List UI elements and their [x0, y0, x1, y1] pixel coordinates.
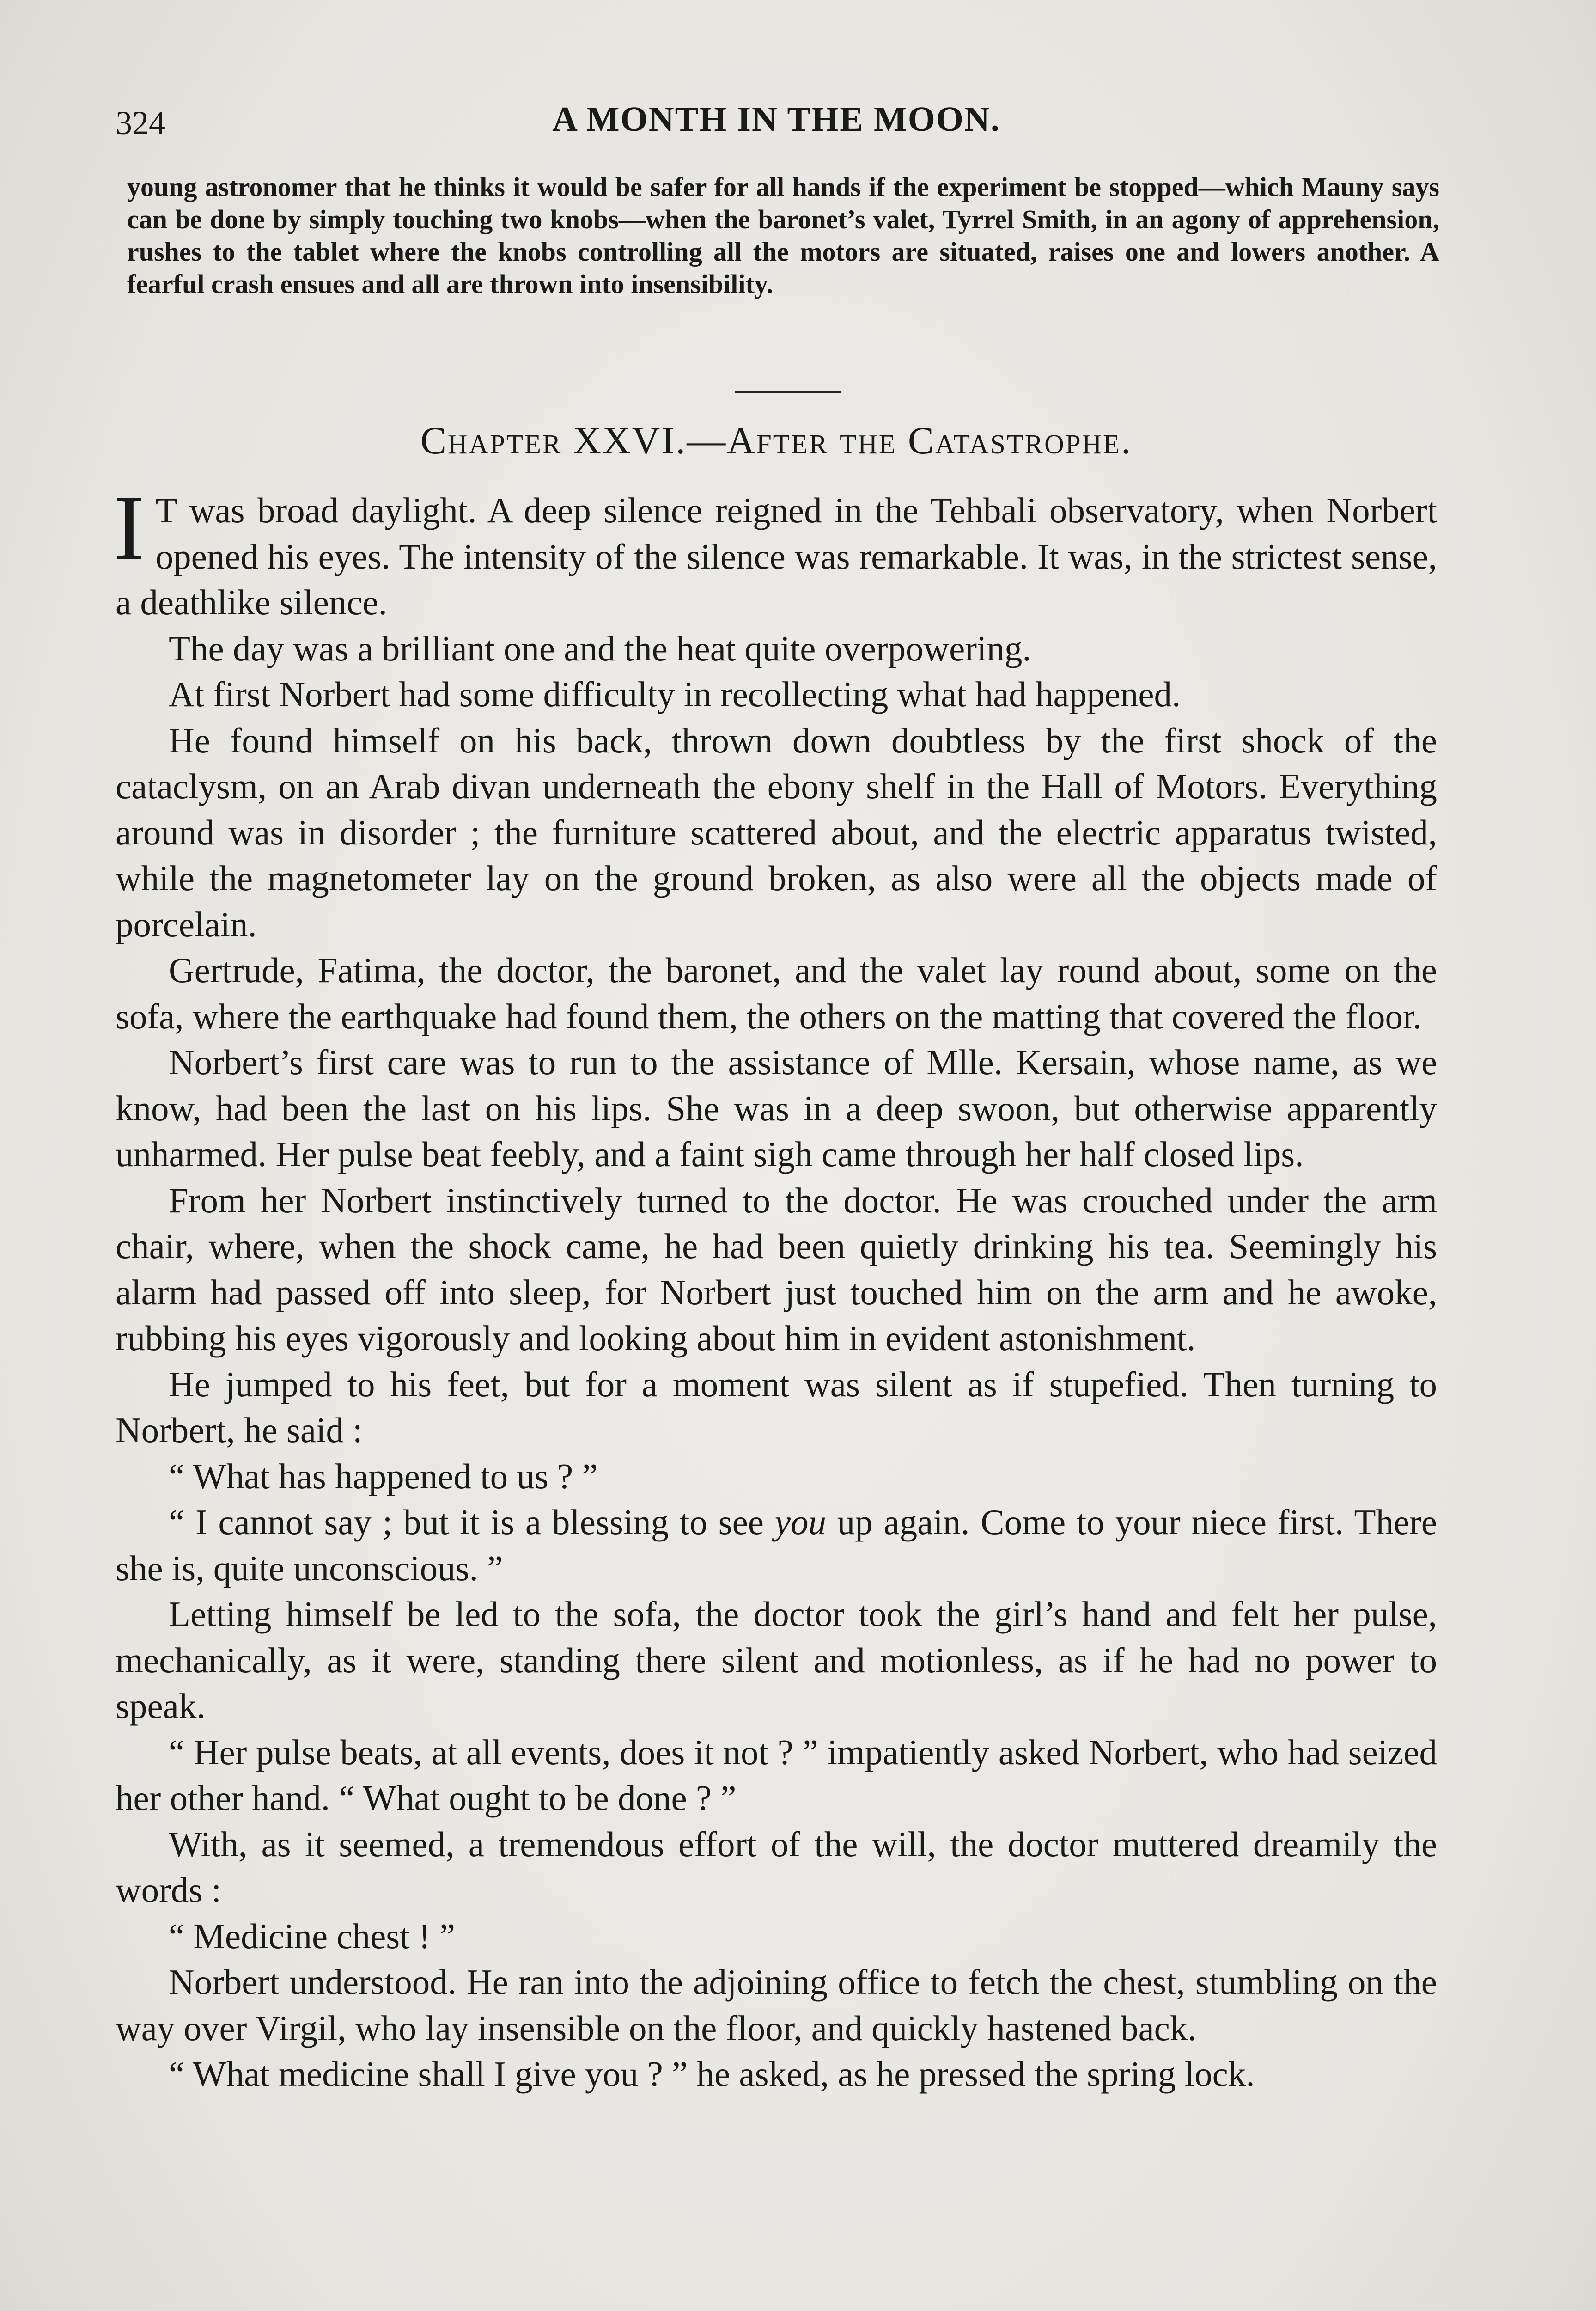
section-divider [735, 391, 841, 393]
paragraph: Norbert’s first care was to run to the assistance of Mlle. Kersain, whose name, as we know, had been the last on his lips. She was in a deep swoon, but otherwise apparently unharmed. Her pulse beat feebly, and a faint sigh came through her half closed lips. [116, 1042, 1437, 1174]
dialogue-line: “ Her pulse beats, at all events, does it not ? ” impatiently asked Norbert, who had seized her other hand. “ What ought to be done ? ” [116, 1732, 1437, 1818]
emphasis-you: you [774, 1502, 826, 1542]
paragraph-text: T was broad daylight. A deep silence reigned in the Tehbali observatory, when Norbert opened his eyes. The intensity of the silence was remarkable. It was, in the strictest sense, a deathlike silence. [116, 490, 1437, 622]
dialogue-line: “ What has happened to us ? ” [169, 1456, 598, 1496]
dialogue-line: “ What medicine shall I give you ? ” he asked, as he pressed the spring lock. [169, 2054, 1255, 2094]
dialogue-line: “ Medicine chest ! ” [169, 1916, 455, 1956]
paragraph: Gertrude, Fatima, the doctor, the baronet, and the valet lay round about, some on the sofa, where the earthquake had found them, the others on the matting that covered the floor. [116, 950, 1437, 1036]
drop-cap: I [114, 477, 145, 579]
dialogue-text: “ I cannot say ; but it is a blessing to see [169, 1502, 775, 1542]
paragraph: At first Norbert had some difficulty in recollecting what had happened. [169, 674, 1181, 714]
running-head [116, 99, 1437, 146]
chapter-heading: Chapter XXVI.—After the Catastrophe. [420, 419, 1133, 462]
paragraph: From her Norbert instinctively turned to the doctor. He was crouched under the arm chair, where, when the shock came, he had been quietly drinking his tea. Seemingly his alarm had passed off into sleep, for Norbert just touched him on the arm and he awoke, rubbing his eyes vigorously and looking about him in evident astonishment. [116, 1180, 1437, 1358]
paragraph: With, as it seemed, a tremendous effort of the will, the doctor muttered dreamily the words : [116, 1824, 1437, 1910]
dialogue-text: up again. Come to your niece first. There she is, quite unconscious. ” [116, 1502, 1437, 1588]
paragraph: He found himself on his back, thrown down doubtless by the first shock of the cataclysm, on an Arab divan underneath the ebony shelf in the Hall of Motors. Everything around was in disorder ; the furniture scattered about, and the electric apparatus twisted, while the magnetometer lay on the ground broken, as also were all the objects made of porcelain. [116, 720, 1437, 944]
paragraph: Letting himself be led to the sofa, the doctor took the girl’s hand and felt her pulse, mechanically, as it were, standing there silent and motionless, as if he had no power to speak. [116, 1594, 1437, 1726]
chapter-summary: young astronomer that he thinks it would be safer for all hands if the experiment be stopped—which Mauny says can be done by simply touching two knobs—when the baronet’s valet, Tyrrel Smith, in an agony of apprehension, rushes to the tablet where the knobs controlling all the motors are situated, raises one and lowers another. A fearful crash ensues and all are thrown into insensibility. [127, 172, 1439, 299]
body-text [114, 477, 1437, 2097]
paragraph [114, 477, 1437, 626]
paragraph: He jumped to his feet, but for a moment was silent as if stupefied. Then turning to Norbert, he said : [116, 1364, 1437, 1450]
paragraph: Norbert understood. He ran into the adjoining office to fetch the chest, stumbling on the way over Virgil, who lay insensible on the floor, and quickly hastened back. [116, 1962, 1437, 2048]
dialogue-line [116, 1499, 1437, 1591]
running-title: A MONTH IN THE MOON. [552, 100, 1000, 139]
page-number: 324 [116, 104, 165, 141]
paragraph: The day was a brilliant one and the heat quite overpowering. [169, 628, 1031, 668]
